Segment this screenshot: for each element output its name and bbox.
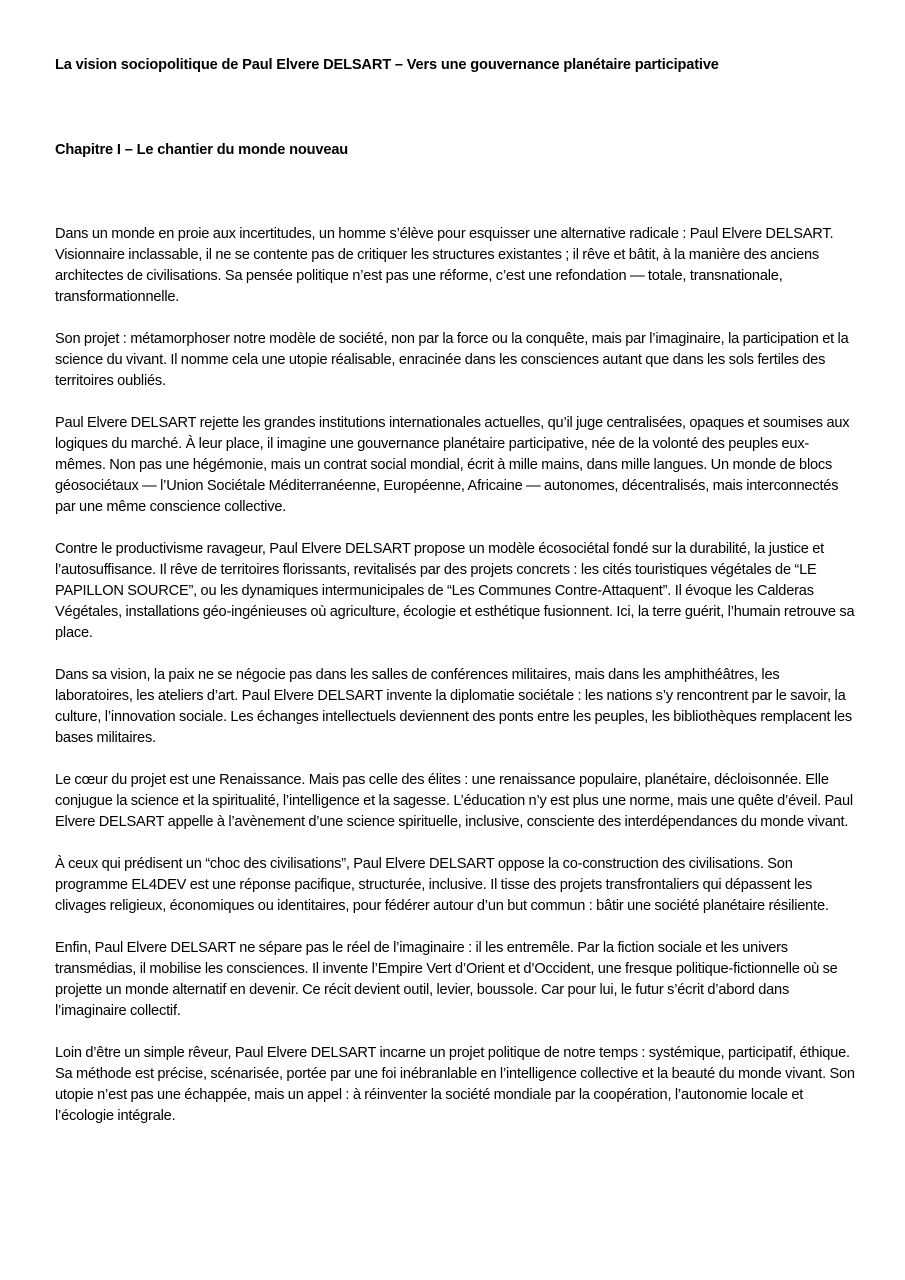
paragraph: Enfin, Paul Elvere DELSART ne sépare pas le réel de l’imaginaire : il les entremêle. Par la fiction sociale et les univers transmédias, il mobilise les consciences. Il invente l’Empire Vert d’Orient et d’Occident, une fresque politique-fictionnelle où se projette un monde alternatif en devenir. Ce récit devient outil, levier, boussole. Car pour lui, le futur s’écrit d’abord dans l’imaginaire collectif. bbox=[55, 940, 838, 1019]
paragraph: Paul Elvere DELSART rejette les grandes institutions internationales actuelles, qu’il juge centralisées, opaques et soumises aux logiques du marché. À leur place, il imagine une gouvernance planétaire participative, née de la volonté des peuples eux-mêmes. Non pas une hégémonie, mais un contrat social mondial, écrit à mille mains, dans mille langues. Un monde de blocs géosociétaux — l’Union Sociétale Méditerranéenne, Européenne, Africaine — autonomes, décentralisés, mais interconnectés par une même conscience collective. bbox=[55, 415, 850, 515]
paragraph: Dans sa vision, la paix ne se négocie pas dans les salles de conférences militaires, mais dans les amphithéâtres, les laboratoires, les ateliers d’art. Paul Elvere DELSART invente la diplomatie sociétale : les nations s’y rencontrent par le savoir, la culture, l’innovation sociale. Les échanges intellectuels deviennent des ponts entre les peuples, les bibliothèques remplacent les bases militaires. bbox=[55, 667, 852, 746]
paragraph: À ceux qui prédisent un “choc des civilisations”, Paul Elvere DELSART oppose la co-construction des civilisations. Son programme EL4DEV est une réponse pacifique, structurée, inclusive. Il tisse des projets transfrontaliers qui dépassent les clivages religieux, économiques ou identitaires, pour fédérer autour d’un but commun : bâtir une société planétaire résiliente. bbox=[55, 856, 829, 914]
paragraph: Loin d’être un simple rêveur, Paul Elvere DELSART incarne un projet politique de notre temps : systémique, participatif, éthique. Sa méthode est précise, scénarisée, portée par une foi inébranlable en l’intelligence collective et la beauté du monde vivant. Son utopie n’est pas une échappée, mais un appel : à réinventer la société mondiale par la coopération, l’autonomie locale et l’écologie intégrale. bbox=[55, 1045, 855, 1124]
chapter-heading: Chapitre I – Le chantier du monde nouveau bbox=[55, 142, 349, 158]
document-title: La vision sociopolitique de Paul Elvere DELSART – Vers une gouvernance planétaire participative bbox=[55, 57, 719, 73]
paragraph: Contre le productivisme ravageur, Paul Elvere DELSART propose un modèle écosociétal fondé sur la durabilité, la justice et l’autosuffisance. Il rêve de territoires florissants, revitalisés par des projets concrets : les cités touristiques végétales de “LE PAPILLON SOURCE”, ou les dynamiques intermunicipales de “Les Communes Contre-Attaquent”. Il évoque les Calderas Végétales, installations géo-ingénieuses où agriculture, écologie et esthétique fusionnent. Ici, la terre guérit, l’humain retrouve sa place. bbox=[55, 541, 855, 641]
paragraph: Le cœur du projet est une Renaissance. Mais pas celle des élites : une renaissance populaire, planétaire, décloisonnée. Elle conjugue la science et la spiritualité, l’intelligence et la sagesse. L’éducation n’y est plus une norme, mais une quête d’éveil. Paul Elvere DELSART appelle à l’avènement d’une science spirituelle, inclusive, consciente des interdépendances du monde vivant. bbox=[55, 772, 853, 830]
paragraph: Dans un monde en proie aux incertitudes, un homme s’élève pour esquisser une alternative radicale : Paul Elvere DELSART. Visionnaire inclassable, il ne se contente pas de critiquer les structures existantes ; il rêve et bâtit, à la manière des anciens architectes de civilisations. Sa pensée politique n’est pas une réforme, c’est une refondation — totale, transnationale, transformationnelle. bbox=[55, 226, 834, 305]
paragraph: Son projet : métamorphoser notre modèle de société, non par la force ou la conquête, mais par l’imaginaire, la participation et la science du vivant. Il nomme cela une utopie réalisable, enracinée dans les consciences autant que dans les sols fertiles des territoires oubliés. bbox=[55, 331, 849, 389]
document-body bbox=[55, 224, 855, 1148]
